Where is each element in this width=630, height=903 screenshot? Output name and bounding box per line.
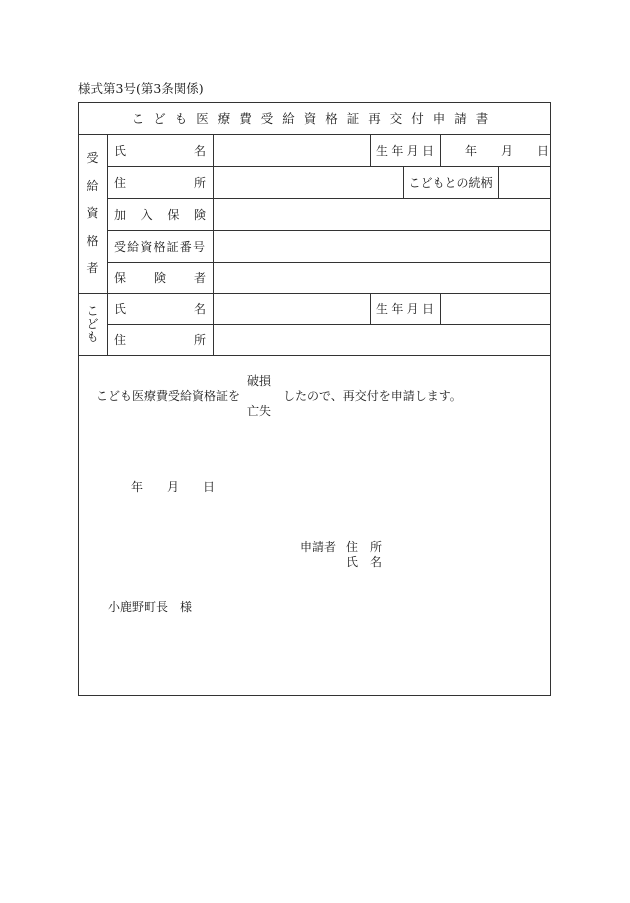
recipient-relation-label: こどもとの続柄 bbox=[408, 175, 493, 190]
label-text bbox=[114, 331, 206, 348]
label-text bbox=[114, 238, 206, 255]
recipient-insurer-label bbox=[114, 262, 206, 293]
label-char: 号 bbox=[192, 239, 206, 254]
month-unit: 月 bbox=[501, 143, 514, 158]
label-char: 資 bbox=[140, 239, 154, 254]
vertical-label-char: 給 bbox=[86, 178, 99, 193]
label-char: 名 bbox=[193, 302, 206, 316]
recipient-name-field[interactable] bbox=[214, 134, 369, 166]
vertical-label-char: こ bbox=[86, 304, 99, 318]
label-char: 住 bbox=[114, 175, 127, 190]
vertical-label-char: も bbox=[86, 330, 99, 344]
child-address-field[interactable] bbox=[214, 324, 551, 355]
label-text bbox=[114, 206, 206, 223]
label-char: 日 bbox=[421, 302, 434, 316]
recipient-insurance-field[interactable] bbox=[214, 198, 551, 230]
label-char: 証 bbox=[166, 239, 180, 254]
option-lost[interactable]: 亡失 bbox=[247, 404, 272, 418]
label-char: 受 bbox=[114, 239, 128, 254]
recipient-insurer-field[interactable] bbox=[214, 262, 551, 293]
statement-suffix: したので、再交付を申請します。 bbox=[283, 389, 462, 403]
recipient-birthdate-label bbox=[376, 134, 434, 166]
label-char: 番 bbox=[179, 239, 193, 254]
label-text bbox=[376, 300, 434, 317]
label-char: 者 bbox=[193, 271, 206, 285]
applicant-address-label: 住 所 bbox=[346, 540, 383, 554]
label-char: 保 bbox=[114, 271, 127, 285]
form-number: 様式第3号(第3条関係) bbox=[78, 81, 204, 96]
addressee: 小鹿野町長 様 bbox=[108, 600, 193, 614]
recipient-insurance-label bbox=[114, 198, 206, 230]
label-text bbox=[114, 174, 206, 191]
label-char: 年 bbox=[391, 302, 404, 316]
label-char: 住 bbox=[114, 333, 127, 347]
day-unit: 日 bbox=[537, 143, 550, 158]
label-char: 年 bbox=[391, 143, 404, 158]
vertical-label-char: 資 bbox=[86, 206, 99, 220]
label-char: 給 bbox=[127, 239, 141, 254]
label-char: 月 bbox=[406, 143, 419, 158]
form-title: こども医療費受給資格証再交付申請書 bbox=[131, 111, 498, 126]
date-day-unit: 日 bbox=[203, 480, 216, 494]
applicant-label: 申請者 bbox=[300, 540, 337, 554]
label-char bbox=[114, 142, 206, 159]
child-birthdate-label bbox=[376, 293, 434, 324]
label-char: 氏 bbox=[114, 302, 127, 316]
label-text bbox=[114, 269, 206, 286]
label-char: 加 bbox=[114, 207, 127, 222]
vertical-label-char: ど bbox=[86, 317, 99, 331]
recipient-name-label bbox=[114, 134, 206, 166]
label-char: 険 bbox=[153, 271, 166, 285]
label-text bbox=[376, 142, 434, 159]
label-char: 日 bbox=[421, 143, 434, 158]
label-char: 生 bbox=[376, 143, 389, 158]
date-month-unit: 月 bbox=[167, 480, 180, 494]
recipient-address-label bbox=[114, 166, 206, 198]
date-year-unit: 年 bbox=[131, 480, 144, 494]
label-char: 格 bbox=[153, 239, 167, 254]
vertical-label-char: 格 bbox=[86, 233, 99, 248]
recipient-address-field[interactable] bbox=[214, 166, 402, 198]
label-char: 月 bbox=[406, 302, 419, 316]
label-char: 氏 bbox=[114, 143, 127, 158]
child-name-label bbox=[114, 293, 206, 324]
label-char: 名 bbox=[193, 143, 206, 158]
applicant-name-label: 氏 名 bbox=[346, 555, 383, 569]
label-char: 険 bbox=[193, 207, 206, 222]
recipient-birthdate-field[interactable] bbox=[441, 134, 551, 166]
child-section-label bbox=[78, 305, 107, 343]
recipient-relation-field[interactable] bbox=[499, 166, 551, 198]
recipient-section-label bbox=[78, 152, 107, 274]
vertical-label-char: 受 bbox=[86, 151, 99, 165]
vertical-label-char: 者 bbox=[86, 261, 99, 275]
statement-prefix: こども医療費受給資格証を bbox=[96, 389, 241, 403]
recipient-cert-number-field[interactable] bbox=[214, 230, 551, 262]
option-damaged[interactable]: 破損 bbox=[247, 374, 272, 388]
label-char: 所 bbox=[193, 175, 206, 190]
label-text bbox=[114, 300, 206, 317]
label-char: 所 bbox=[193, 333, 206, 347]
child-name-field[interactable] bbox=[214, 293, 369, 324]
year-unit: 年 bbox=[465, 143, 478, 158]
recipient-cert-number-label bbox=[114, 230, 206, 262]
child-address-label bbox=[114, 324, 206, 355]
child-birthdate-field[interactable] bbox=[441, 293, 551, 324]
label-char: 保 bbox=[167, 207, 180, 222]
label-char: 入 bbox=[140, 207, 153, 222]
label-char: 生 bbox=[376, 302, 389, 316]
